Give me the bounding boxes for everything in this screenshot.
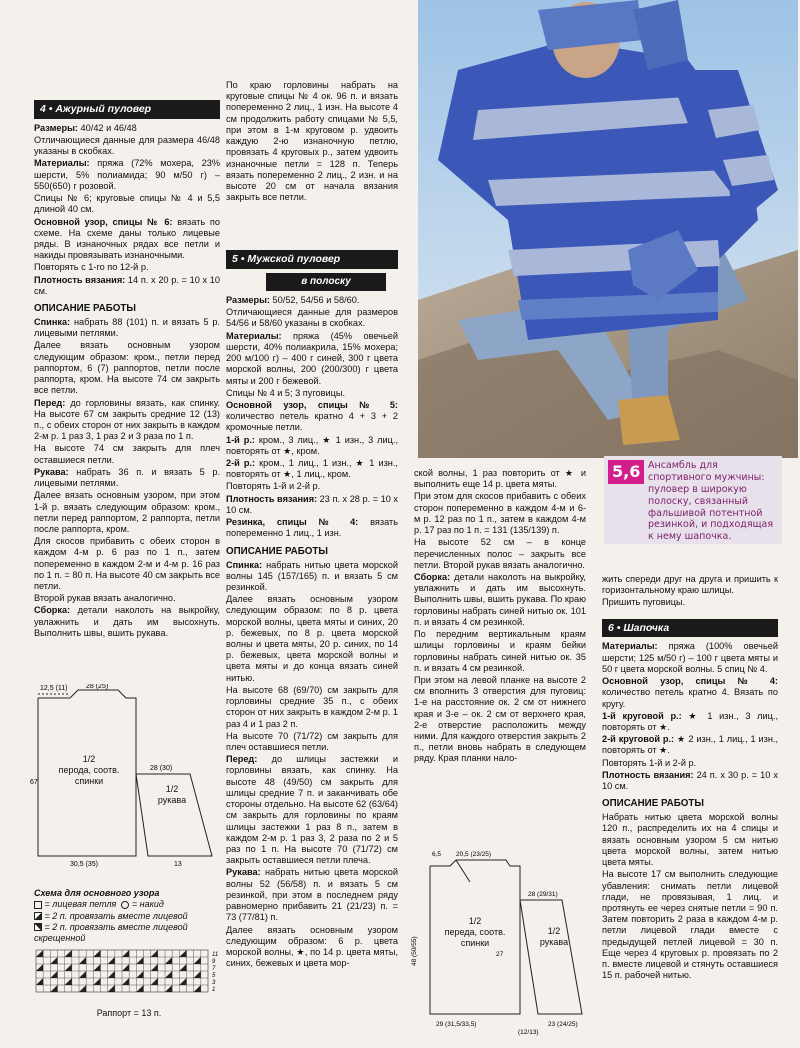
- chart-stitch-mark: [108, 971, 115, 978]
- chart-stitch-mark: [122, 950, 129, 957]
- back-text-5: набрать нитью цвета морской волны 145 (157/165) п. и вязать 5 см резинкой.: [226, 559, 398, 592]
- column-2: [226, 246, 398, 970]
- pattern-text-5: количество петель кратно 4 + 3 + 2 кромочные петли.: [226, 411, 398, 433]
- rib-label-5: Резинка, спицы № 4:: [226, 517, 359, 528]
- assembly-label: Сборка:: [34, 605, 71, 616]
- legend-yarn-over: = накид: [131, 899, 164, 910]
- sizes-label: Размеры:: [34, 122, 78, 133]
- materials-text-6: пряжа (100% овечьей шерсти; 125 м/50 г) – 100 г цвета мяты и 50 г цвета морской волны. 5 спиц № 4.: [602, 641, 778, 674]
- sleeves-label-5: Рукава:: [226, 867, 261, 878]
- sleeve-shaping-text: При этом для скосов прибавить с обеих сторон попеременно в каждом 4-м и 6-м р. 12 раз по 1 п., затем в каждом 4-м р. 17 раз по 1 п. = 131 (135/139) п.: [414, 491, 586, 536]
- photo-caption: [604, 456, 782, 544]
- dim-bottom: 30,5 (35): [70, 861, 99, 868]
- assembly-text-5: детали наколоть на выкройку, увлажнить и дать им высохнуть. Выполнить швы, вшить рукава. По краю горловины набрать синей нитью ок. 101 п. и вязать 4 см резинкой.: [414, 571, 586, 627]
- chart-stitch-mark: [36, 978, 43, 985]
- front-label: Перед:: [34, 397, 66, 408]
- back-text-2: Далее вязать основным узором следующим образом: кром., петли перед раппортом, 6 (7) раппортов, петли после раппорта, кром. На высоте 74 см закрыть все петли.: [34, 340, 220, 396]
- k2tog-icon: [34, 912, 42, 920]
- round2-text-6: ★ 2 изн., 1 лиц., 1 изн., повторять от ★.: [602, 734, 778, 756]
- row2-label-5: 2-й р.:: [226, 458, 256, 469]
- gauge-label: Плотность вязания:: [34, 274, 126, 285]
- chart-stitch-mark: [36, 964, 43, 971]
- chart-stitch-mark: [194, 957, 201, 964]
- dim-top-1: 12,5 (11): [40, 685, 68, 692]
- front-label-5: Перед:: [226, 754, 258, 765]
- column-1: [34, 96, 220, 640]
- work-title: ОПИСАНИЕ РАБОТЫ: [34, 303, 136, 315]
- row2-text-5: кром., 1 лиц., 1 изн., ★ 1 изн., повторять от ★, 1 лиц., кром.: [226, 458, 398, 480]
- dim2-sleeve-top: 28 (29/31): [528, 891, 558, 898]
- row1-text-5: кром., 3 лиц., ★ 1 изн., 3 лиц., повторять от ★, кром.: [226, 434, 398, 456]
- sleeves-text-3: Для скосов прибавить с обеих сторон в каждом 4-м р. 6 раз по 1 п., затем попеременно в каждом 2-м и 4-м р. 16 раз по 1 п. = 80 п. На высоте 40 см закрыть все петли.: [34, 536, 220, 592]
- stitch-chart-legend: [34, 888, 224, 1019]
- chart-title: Схема для основного узора: [34, 888, 160, 898]
- collar-text: По краю горловины набрать на круговые спицы № 4 ок. 96 п. и вязать попеременно 2 лиц., 1 изн. На высоте 4 см продолжить работу спицами № 5,5, при этом в 1-м круговом р. удвоить каждую 2-ю изнаночную петлю, провязать 4 круговых р., затем удвоить изнаночные петли = 128 п. Теперь вязать попеременно 2 лиц., 2 изн. и на высоте 20 см от начала вязания закрыть все петли.: [226, 80, 398, 203]
- caption-text: Ансамбль для спортивного мужчины: пуловер в широкую полоску, связанный фальшивой потентной резинкой, и подходящая к нему шапочка.: [648, 460, 774, 543]
- column-3: [414, 468, 586, 766]
- legend-k2tog-tbl: = 2 п. провязать вместе лицевой скрещенной: [34, 921, 188, 943]
- dim-top-2: 28 (25): [86, 684, 109, 690]
- front-text: до горловины вязать, как спинку. На высоте 67 см закрыть средние 12 (13) п., с обеих сторон от них закрыть в каждом 2-м р. 1 раз 3, 1 раз 2 и 3 раза по 1 п.: [34, 397, 220, 442]
- pattern-label: Основной узор, спицы № 6:: [34, 216, 173, 227]
- rapport-label: Раппорт = 13 п.: [96, 1007, 162, 1018]
- pattern-label-6: Основной узор, спицы № 4:: [602, 676, 778, 687]
- pattern-4-header: 4 • Ажурный пуловер: [34, 100, 220, 119]
- work-title-6: ОПИСАНИЕ РАБОТЫ: [602, 798, 704, 810]
- chart-row-label: 7: [212, 966, 216, 973]
- needles-text: Спицы № 6; круговые спицы № 4 и 5,5 длиной 40 см.: [34, 193, 220, 215]
- materials-label: Материалы:: [34, 158, 90, 169]
- pattern-5-header: 5 • Мужской пуловер: [226, 250, 398, 269]
- chart-stitch-mark: [151, 950, 158, 957]
- materials-label-5: Материалы:: [226, 330, 282, 341]
- sizes-text: 40/42 и 46/48: [78, 122, 137, 133]
- back-text-5b: Далее вязать основным узором следующим образом: по 8 р. цвета морской волны, цвета мяты и синих, 20 р. бежевых, по 8 р. цвета морской волны и цвета мяты, 20 р. синих, по 14 р. бежевых, цвета морской волны и цвета мяты и до конца вязать синей нитью.: [226, 594, 398, 683]
- pattern-5-subheader: в полоску: [266, 273, 386, 291]
- chart-stitch-mark: [194, 985, 201, 992]
- sleeves-text-5b: Далее вязать основным узором следующим образом: 6 р. цвета морской волны, ★, по 14 р. цвета мяты, синих, бежевых и цвета мор-: [226, 924, 398, 969]
- sleeve-piece-label-5: 1/2 рукава: [539, 926, 569, 947]
- chart-stitch-mark: [93, 964, 100, 971]
- caption-number: 5,6: [608, 460, 644, 484]
- pattern-text-6: количество петель кратно 4. Вязать по кругу.: [602, 687, 778, 709]
- front-text-5: до шлицы застежки и горловины вязать, как спинку. На высоте 48 (49/50) см закрыть для шлицы средние 7 п. и заканчивать обе стороны отдельно. На высоте 62 (63/64) см закрыть для горловины по краям шлицы застежки 1 раз 8 п., затем в каждом 2-м р. 1 раз 3, 2 раза по 2 и 5 раз по 1 п. На высоте 70 (71/72) см закрыть оставшиеся петли плеча.: [226, 754, 398, 866]
- gauge-text-6: 24 п. х 30 р. = 10 х 10 см.: [602, 769, 778, 792]
- sizes-label-5: Размеры:: [226, 294, 270, 305]
- body-piece-label: 1/2 перода, соотв. спинки: [58, 754, 120, 786]
- chart-stitch-mark: [79, 957, 86, 964]
- schematic-pattern-4: [30, 684, 220, 880]
- assembly-label-5: Сборка:: [414, 571, 451, 582]
- pattern-6-header: 6 • Шапочка: [602, 619, 778, 638]
- dim2-sleeve-small: (12/13): [518, 1029, 539, 1036]
- dim2-top-1: 6,5: [432, 851, 442, 858]
- chart-stitch-mark: [151, 978, 158, 985]
- round1-label-6: 1-й круговой р.:: [602, 710, 682, 721]
- chart-stitch-mark: [50, 985, 57, 992]
- chart-stitch-mark: [136, 971, 143, 978]
- chart-stitch-mark: [93, 950, 100, 957]
- row1-label-5: 1-й р.:: [226, 434, 255, 445]
- stitch-chart-grid: [34, 948, 224, 1004]
- chart-row-label: 3: [212, 980, 216, 987]
- dim2-bottom: 29 (31,5/33,5): [436, 1021, 477, 1028]
- chart-stitch-mark: [65, 978, 72, 985]
- chart-stitch-mark: [136, 957, 143, 964]
- repeat-text-6: Повторять 1-й и 2-й р.: [602, 757, 697, 768]
- pattern-text: вязать по схеме. На схеме даны только лицевые ряды. В изнаночных рядах все петли и накиды провязывать изнаночными.: [34, 216, 220, 261]
- chart-stitch-mark: [179, 978, 186, 985]
- chart-row-label: 5: [212, 973, 216, 980]
- sleeve-bottom: 13: [174, 861, 182, 868]
- sizes-note: Отличающиеся данные для размера 46/48 указаны в скобках.: [34, 135, 220, 157]
- placket-finish-text: жить спереди друг на друга и пришить к горизонтальному краю шлицы.: [602, 574, 778, 596]
- gauge-label-6: Плотность вязания:: [602, 769, 694, 780]
- materials-label-6: Материалы:: [602, 641, 658, 652]
- chart-row-label: 1: [212, 987, 216, 994]
- sizes-text-5: 50/52, 54/56 и 58/60.: [270, 294, 360, 305]
- sleeve-top: 28 (30): [150, 765, 173, 772]
- sizes-note-5: Отличающиеся данные для размеров 54/56 и 58/60 указаны в скобках.: [226, 307, 398, 329]
- k2tog-tbl-icon: [34, 923, 42, 931]
- legend-k2tog: = 2 п. провязать вместе лицевой: [44, 910, 188, 921]
- repeat-text-5: Повторять 1-й и 2-й р.: [226, 481, 321, 492]
- chart-stitch-mark: [165, 985, 172, 992]
- body-piece-label-5: 1/2 переда, соотв. спинки: [444, 916, 506, 948]
- work-title-5: ОПИСАНИЕ РАБОТЫ: [226, 545, 328, 557]
- back-label: Спинка:: [34, 317, 71, 328]
- chart-stitch-mark: [50, 971, 57, 978]
- chart-stitch-mark: [194, 971, 201, 978]
- knit-symbol-icon: [34, 901, 42, 909]
- sleeve-piece-label: 1/2 рукава: [157, 784, 187, 805]
- assembly-text: детали наколоть на выкройку, увлажнить и дать им высохнуть. Выполнить швы, вшить рукава.: [34, 605, 220, 638]
- chart-stitch-mark: [65, 964, 72, 971]
- chart-stitch-mark: [122, 978, 129, 985]
- model-photo: [418, 0, 798, 458]
- column-2-top: [226, 80, 398, 204]
- buttons-text: Пришить пуговицы.: [602, 597, 686, 608]
- back-label-5: Спинка:: [226, 559, 263, 570]
- dim2-top-2: 20,5 (23/25): [456, 851, 492, 858]
- back-text-5d: На высоте 70 (71/72) см закрыть для плеч оставшиеся петли.: [226, 730, 398, 753]
- dim2-left: 48 (50/55): [411, 936, 418, 966]
- placket-text: По передним вертикальным краям шлицы горловины и краям бейки горловины набрать синей нитью ок. 35 п. и вязать 4 см резинкой.: [414, 629, 586, 673]
- chart-stitch-mark: [151, 964, 158, 971]
- dim2-sleeve-bottom: 23 (24/25): [548, 1021, 578, 1028]
- gauge-text: 14 п. х 20 р. = 10 х 10 см.: [34, 274, 220, 296]
- needles-text-5: Спицы № 4 и 5; 3 пуговицы.: [226, 387, 346, 398]
- chart-stitch-mark: [179, 964, 186, 971]
- sleeves-text-5: набрать нитью цвета морской волны 52 (56/58) п. и вязать 5 см резинкой, при этом в последнем ряду равномерно прибавить 21 (21/23) п. = 73 (77/81) п.: [226, 867, 398, 923]
- chart-stitch-mark: [179, 950, 186, 957]
- chart-stitch-mark: [136, 985, 143, 992]
- chart-stitch-mark: [65, 950, 72, 957]
- sleeve-finish-text: На высоте 52 см – в конце перечисленных полос – закрыть все петли. Второй рукав вязать аналогично.: [414, 537, 586, 570]
- dim2-mid: 27: [496, 951, 504, 958]
- chart-row-label: 11: [212, 952, 219, 959]
- sleeves-text-2: Далее вязать основным узором, при этом 1-й р. вязать следующим образом: кром., петли перед раппортом, 2 раппорта, петли после раппорта, кром.: [34, 490, 220, 534]
- chart-stitch-mark: [165, 957, 172, 964]
- yarn-over-icon: [121, 901, 129, 909]
- rib-text-5: вязать попеременно 1 лиц., 1 изн.: [226, 517, 399, 539]
- chart-stitch-mark: [122, 964, 129, 971]
- chart-stitch-mark: [79, 971, 86, 978]
- chart-stitch-mark: [165, 971, 172, 978]
- dim-left: 67: [30, 779, 38, 786]
- materials-text-5: пряжа (45% овечьей шерсти, 40% полиакрила, 15% мохера; 200 м/100 г) – 400 г синей, 300 г цвета морской волны, 200 (200/300) г цвета мяты и 200 г бежевой.: [226, 330, 398, 386]
- sleeves-text-4: Второй рукав вязать аналогично.: [34, 593, 176, 604]
- round1-text-6: ★ 1 изн., 3 лиц., повторять от ★.: [602, 710, 778, 732]
- chart-stitch-mark: [93, 978, 100, 985]
- back-text-5c: На высоте 68 (69/70) см закрыть для горловины средние 35 п., с обеих сторон от них закрыть в каждом 2-м р. 1 раз 4 и 1 раз 2 п.: [226, 684, 398, 729]
- sleeves-label: Рукава:: [34, 466, 69, 477]
- chart-stitch-mark: [50, 957, 57, 964]
- buttonhole-text: При этом на левой планке на высоте 2 см вполнить 3 отверстия для пуговиц: 1-е на расстояние ок. 2 см от нижнего края и 3-е – ок. 2 см от верхнего края, 2-е отверстие расположить между ними. Для каждого отверстия закрыть 2 п., петли вновь набрать в следующем ряду. Края планки нало-: [414, 674, 586, 764]
- gauge-text-5: 23 п. х 28 р. = 10 х 10 см.: [226, 493, 398, 515]
- chart-stitch-mark: [108, 985, 115, 992]
- pattern-label-5: Основной узор, спицы № 5:: [226, 399, 398, 410]
- sleeves-text: набрать 36 п. и вязать 5 р. лицевыми петлями.: [34, 466, 220, 489]
- back-text: набрать 88 (101) п. и вязать 5 р. лицевыми петлями.: [34, 317, 220, 339]
- legend-knit: = лицевая петля: [44, 899, 117, 910]
- repeat-text: Повторять с 1-го по 12-й р.: [34, 262, 149, 273]
- front-text-2: На высоте 74 см закрыть для плеч оставшиеся петли.: [34, 443, 220, 465]
- sleeve-continue-text: ской волны, 1 раз повторить от ★ и выполнить еще 14 р. цвета мяты.: [414, 468, 586, 490]
- hat-cast-on-text: Набрать нитью цвета морской волны 120 п., распределить их на 4 спицы и вязать основным узором 5 см нитью цвета морской волны, затем нитью цвета мяты.: [602, 812, 778, 868]
- chart-stitch-mark: [36, 950, 43, 957]
- chart-row-label: 9: [212, 959, 216, 966]
- gauge-label-5: Плотность вязания:: [226, 493, 318, 504]
- schematic-pattern-5: [410, 846, 600, 1036]
- round2-label-6: 2-й круговой р.:: [602, 734, 675, 745]
- column-4: [602, 574, 778, 983]
- chart-stitch-mark: [79, 985, 86, 992]
- hat-decrease-text: На высоте 17 см выполнить следующие убавления: снимать петли лицевой глади, не провязывая, 1 лиц. и протянуть ее через снятые петли = 90 п. Затем повторить 2 раза в каждом 4-м р. петли лицевой глади вместе с предыдущей петлей лицевой = 30 п. Еще через 4 круговых р. провязать по 2 п. вместе лицевой и стянуть оставшиеся 15 п. рабочей нитью.: [602, 869, 778, 981]
- materials-text: пряжа (72% мохера, 23% шерсти, 5% полиамида; 90 м/50 г) – 550(650) г розовой.: [34, 158, 220, 191]
- chart-stitch-mark: [108, 957, 115, 964]
